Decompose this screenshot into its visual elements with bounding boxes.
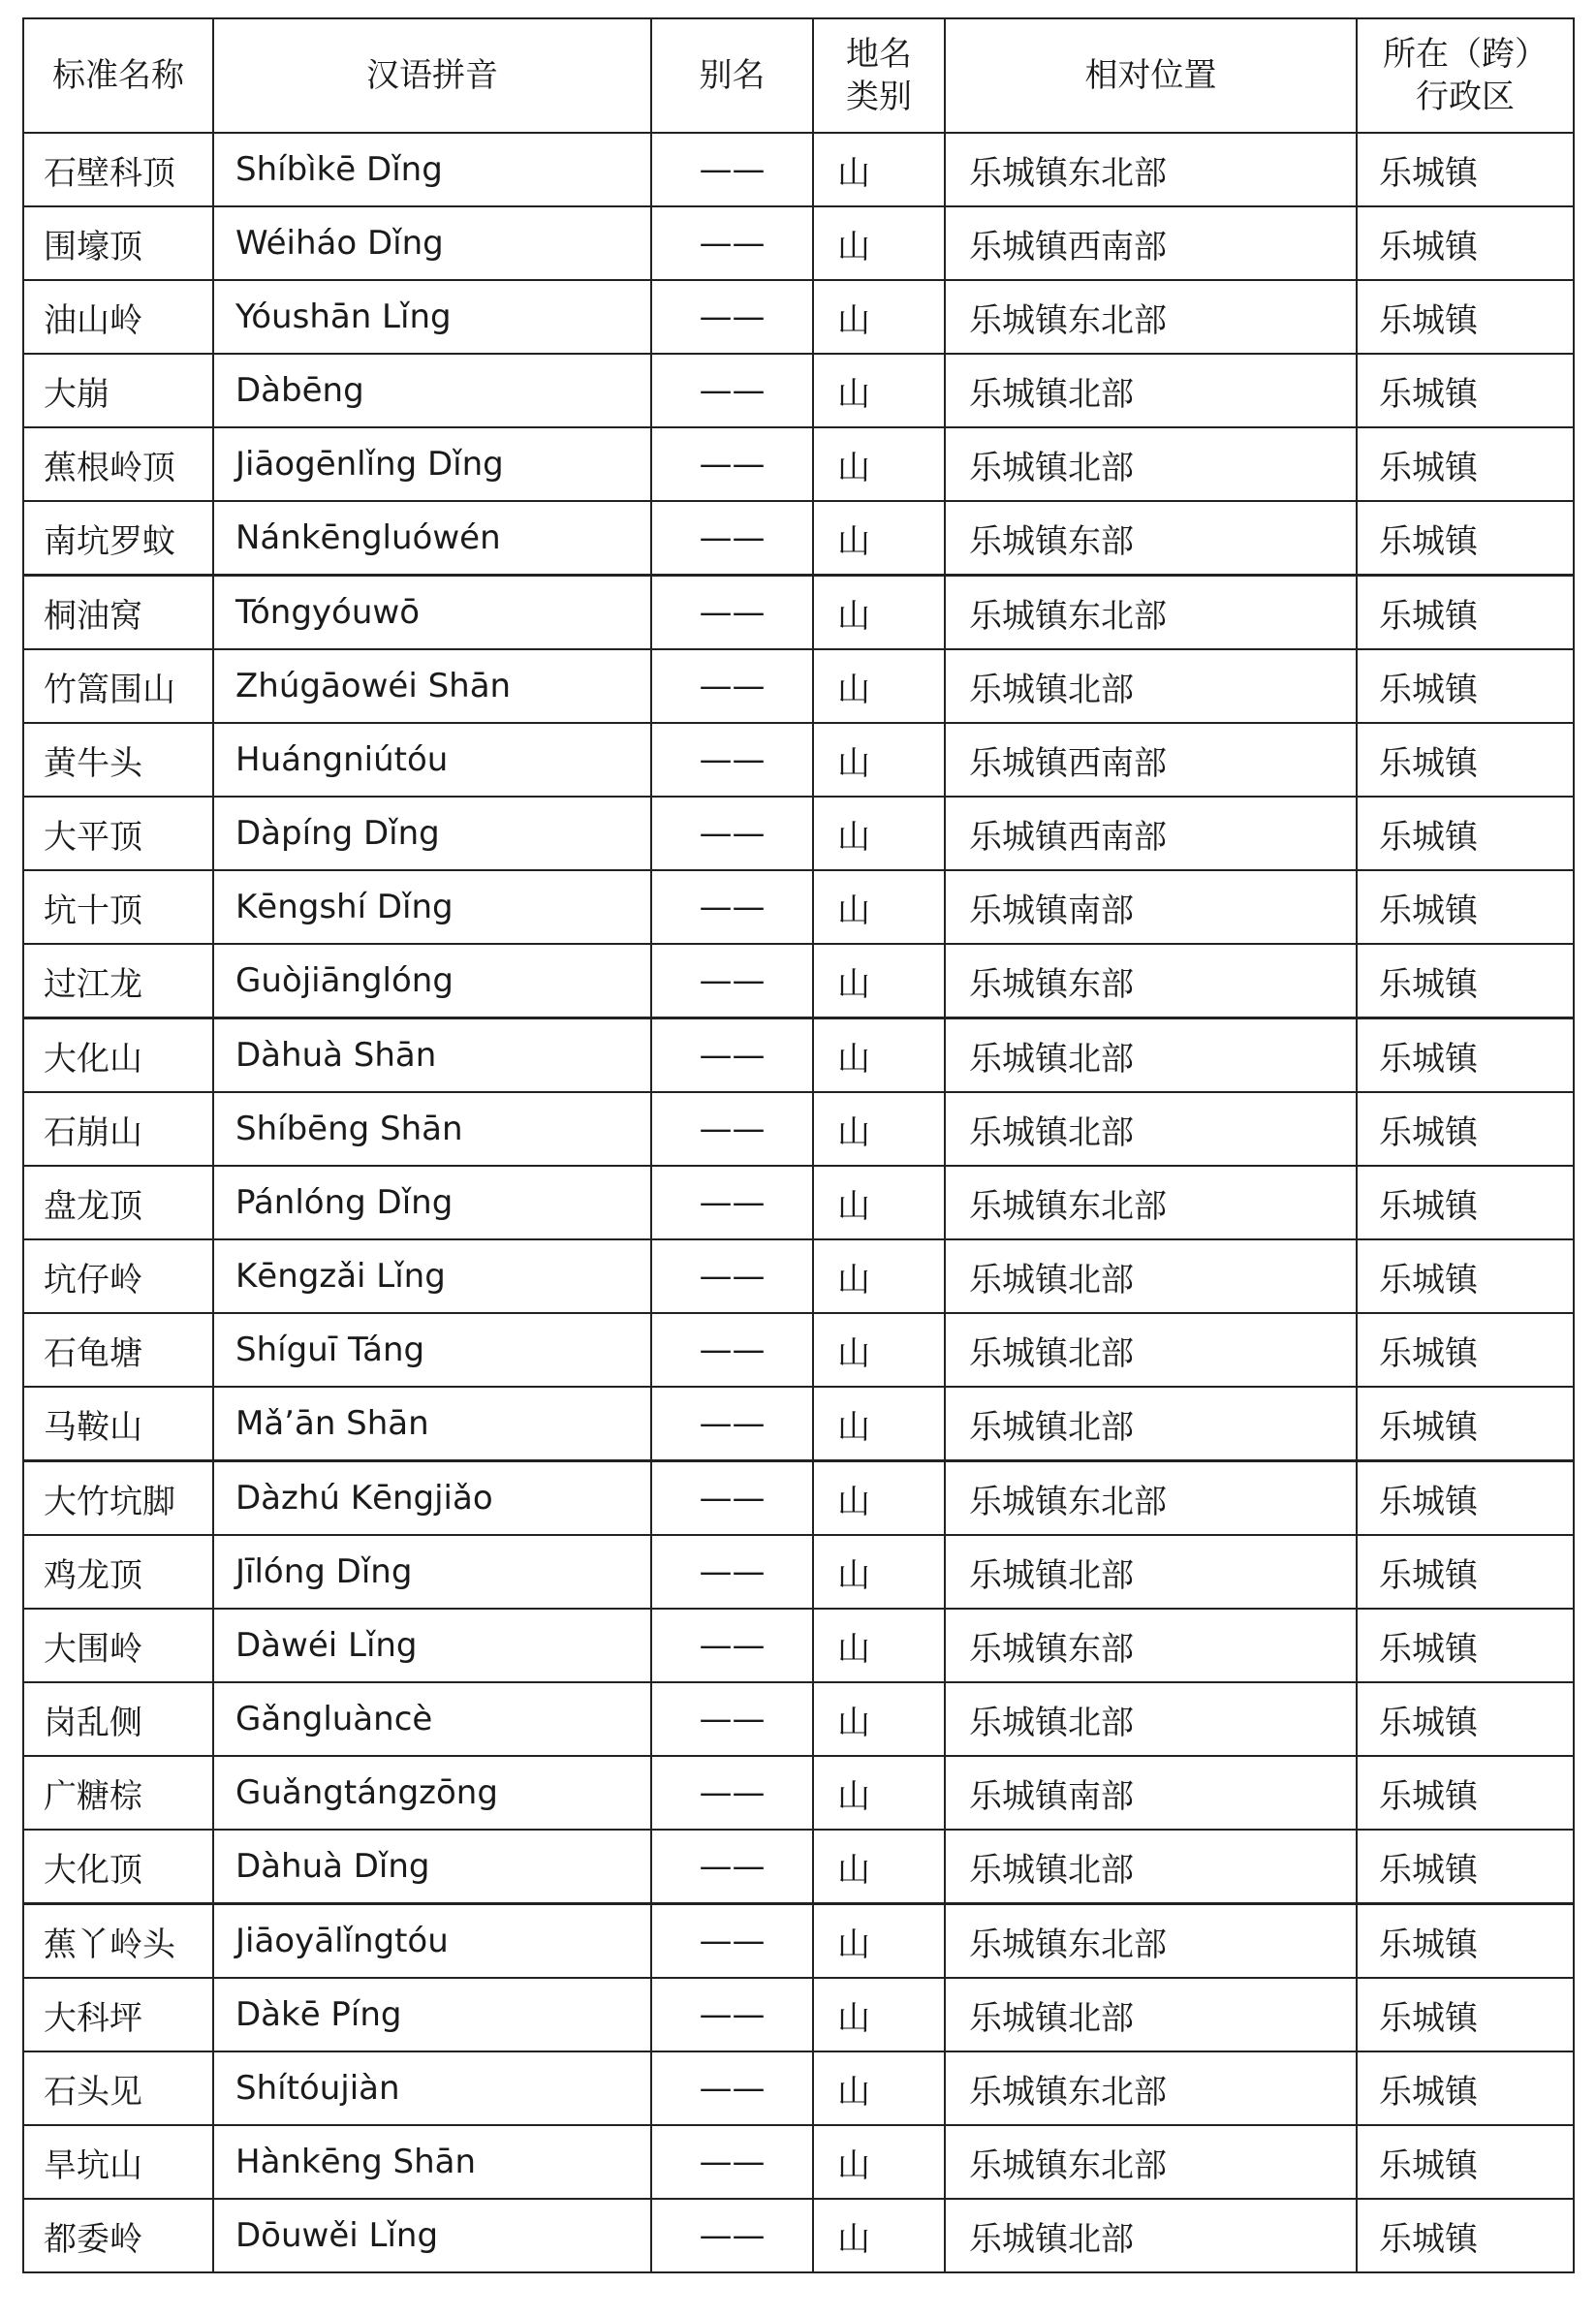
cell-relative-location: 乐城镇北部 (945, 1830, 1357, 1904)
table-row (23, 1166, 1574, 1239)
table-row (23, 501, 1574, 576)
cell-alias: —— (651, 133, 813, 206)
cell-pinyin: Zhúgāowéi Shān (213, 649, 651, 723)
cell-place-type: 山 (813, 1239, 945, 1313)
cell-place-type: 山 (813, 2051, 945, 2125)
cell-relative-location: 乐城镇东北部 (945, 2051, 1357, 2125)
cell-alias: —— (651, 1830, 813, 1904)
cell-admin-region: 乐城镇 (1357, 501, 1574, 576)
cell-relative-location: 乐城镇东北部 (945, 280, 1357, 354)
cell-pinyin: Huángniútóu (213, 723, 651, 797)
cell-relative-location: 乐城镇北部 (945, 427, 1357, 501)
cell-relative-location: 乐城镇北部 (945, 1682, 1357, 1756)
cell-pinyin: Pánlóng Dǐng (213, 1166, 651, 1239)
cell-alias: —— (651, 206, 813, 280)
table-row (23, 133, 1574, 206)
cell-pinyin: Shítóujiàn (213, 2051, 651, 2125)
cell-relative-location: 乐城镇北部 (945, 649, 1357, 723)
cell-place-type: 山 (813, 1682, 945, 1756)
table-row (23, 1978, 1574, 2051)
cell-place-type: 山 (813, 1978, 945, 2051)
table-row (23, 576, 1574, 650)
cell-relative-location: 乐城镇北部 (945, 354, 1357, 427)
cell-admin-region: 乐城镇 (1357, 1166, 1574, 1239)
cell-pinyin: Guǎngtángzōng (213, 1756, 651, 1830)
cell-standard-name: 马鞍山 (23, 1387, 213, 1461)
cell-pinyin: Dàpíng Dǐng (213, 797, 651, 870)
cell-standard-name: 大化顶 (23, 1830, 213, 1904)
cell-alias: —— (651, 1018, 813, 1093)
header-place-type (813, 18, 945, 133)
cell-alias: —— (651, 1387, 813, 1461)
cell-alias: —— (651, 1904, 813, 1979)
cell-standard-name: 石头见 (23, 2051, 213, 2125)
cell-place-type: 山 (813, 1830, 945, 1904)
table-row (23, 1461, 1574, 1536)
cell-relative-location: 乐城镇东部 (945, 501, 1357, 576)
cell-admin-region: 乐城镇 (1357, 2199, 1574, 2272)
cell-pinyin: Dàwéi Lǐng (213, 1609, 651, 1682)
table-row (23, 427, 1574, 501)
table-row (23, 1313, 1574, 1387)
table-row (23, 1756, 1574, 1830)
cell-pinyin: Kēngzǎi Lǐng (213, 1239, 651, 1313)
cell-standard-name: 盘龙顶 (23, 1166, 213, 1239)
cell-alias: —— (651, 501, 813, 576)
cell-alias: —— (651, 1461, 813, 1536)
cell-admin-region: 乐城镇 (1357, 354, 1574, 427)
cell-standard-name: 过江龙 (23, 944, 213, 1018)
cell-standard-name: 大科坪 (23, 1978, 213, 2051)
cell-admin-region: 乐城镇 (1357, 427, 1574, 501)
cell-standard-name: 竹篙围山 (23, 649, 213, 723)
cell-relative-location: 乐城镇西南部 (945, 797, 1357, 870)
cell-alias: —— (651, 1978, 813, 2051)
cell-place-type: 山 (813, 1535, 945, 1609)
cell-place-type: 山 (813, 1166, 945, 1239)
cell-relative-location: 乐城镇东北部 (945, 133, 1357, 206)
cell-pinyin: Dàhuà Shān (213, 1018, 651, 1093)
cell-relative-location: 乐城镇西南部 (945, 206, 1357, 280)
cell-admin-region: 乐城镇 (1357, 2051, 1574, 2125)
cell-admin-region: 乐城镇 (1357, 649, 1574, 723)
header-relative-location: 相对位置 (945, 18, 1357, 133)
cell-relative-location: 乐城镇东北部 (945, 576, 1357, 650)
cell-place-type: 山 (813, 1018, 945, 1093)
cell-alias: —— (651, 649, 813, 723)
cell-alias: —— (651, 354, 813, 427)
cell-relative-location: 乐城镇东北部 (945, 1461, 1357, 1536)
cell-admin-region: 乐城镇 (1357, 870, 1574, 944)
cell-standard-name: 旱坑山 (23, 2125, 213, 2199)
cell-relative-location: 乐城镇北部 (945, 1978, 1357, 2051)
cell-pinyin: Dàkē Píng (213, 1978, 651, 2051)
cell-pinyin: Wéiháo Dǐng (213, 206, 651, 280)
cell-relative-location: 乐城镇东北部 (945, 1904, 1357, 1979)
cell-relative-location: 乐城镇东北部 (945, 1166, 1357, 1239)
header-admin-region (1357, 18, 1574, 133)
cell-place-type: 山 (813, 1609, 945, 1682)
cell-admin-region: 乐城镇 (1357, 1978, 1574, 2051)
header-place-type-line1: 地名 (846, 35, 912, 74)
header-row (23, 18, 1574, 133)
cell-place-type: 山 (813, 649, 945, 723)
cell-pinyin: Jīlóng Dǐng (213, 1535, 651, 1609)
cell-standard-name: 石壁科顶 (23, 133, 213, 206)
table-row (23, 1535, 1574, 1609)
cell-admin-region: 乐城镇 (1357, 1682, 1574, 1756)
cell-place-type: 山 (813, 501, 945, 576)
header-admin-region-line1: 所在（跨） (1383, 35, 1548, 74)
cell-pinyin: Tóngyóuwō (213, 576, 651, 650)
cell-alias: —— (651, 944, 813, 1018)
place-name-table (22, 17, 1575, 2273)
cell-alias: —— (651, 2051, 813, 2125)
table-row (23, 1830, 1574, 1904)
cell-alias: —— (651, 870, 813, 944)
cell-place-type: 山 (813, 1092, 945, 1166)
cell-place-type: 山 (813, 2199, 945, 2272)
cell-standard-name: 大平顶 (23, 797, 213, 870)
cell-standard-name: 黄牛头 (23, 723, 213, 797)
table-row (23, 1904, 1574, 1979)
cell-admin-region: 乐城镇 (1357, 1756, 1574, 1830)
table-row (23, 1239, 1574, 1313)
table-row (23, 2051, 1574, 2125)
cell-place-type: 山 (813, 797, 945, 870)
cell-standard-name: 岗乱侧 (23, 1682, 213, 1756)
cell-standard-name: 坑仔岭 (23, 1239, 213, 1313)
cell-relative-location: 乐城镇东部 (945, 944, 1357, 1018)
cell-admin-region: 乐城镇 (1357, 1609, 1574, 1682)
header-alias: 别名 (651, 18, 813, 133)
cell-pinyin: Jiāogēnlǐng Dǐng (213, 427, 651, 501)
cell-standard-name: 坑十顶 (23, 870, 213, 944)
cell-alias: —— (651, 1313, 813, 1387)
cell-relative-location: 乐城镇北部 (945, 1535, 1357, 1609)
cell-standard-name: 蕉根岭顶 (23, 427, 213, 501)
cell-pinyin: Jiāoyālǐngtóu (213, 1904, 651, 1979)
cell-relative-location: 乐城镇西南部 (945, 723, 1357, 797)
cell-alias: —— (651, 1682, 813, 1756)
table-row (23, 870, 1574, 944)
cell-alias: —— (651, 1092, 813, 1166)
cell-alias: —— (651, 2199, 813, 2272)
cell-admin-region: 乐城镇 (1357, 1313, 1574, 1387)
table-row (23, 1018, 1574, 1093)
cell-place-type: 山 (813, 427, 945, 501)
cell-pinyin: Gǎngluàncè (213, 1682, 651, 1756)
cell-relative-location: 乐城镇北部 (945, 1313, 1357, 1387)
cell-pinyin: Shíguī Táng (213, 1313, 651, 1387)
cell-admin-region: 乐城镇 (1357, 1387, 1574, 1461)
table-row (23, 1609, 1574, 1682)
cell-pinyin: Dàhuà Dǐng (213, 1830, 651, 1904)
cell-place-type: 山 (813, 133, 945, 206)
cell-place-type: 山 (813, 944, 945, 1018)
cell-standard-name: 广糖棕 (23, 1756, 213, 1830)
table-row (23, 723, 1574, 797)
cell-pinyin: Mǎ’ān Shān (213, 1387, 651, 1461)
header-standard-name: 标准名称 (23, 18, 213, 133)
cell-admin-region: 乐城镇 (1357, 944, 1574, 1018)
cell-alias: —— (651, 280, 813, 354)
cell-relative-location: 乐城镇南部 (945, 870, 1357, 944)
cell-pinyin: Dōuwěi Lǐng (213, 2199, 651, 2272)
cell-pinyin: Yóushān Lǐng (213, 280, 651, 354)
cell-alias: —— (651, 1609, 813, 1682)
cell-standard-name: 油山岭 (23, 280, 213, 354)
cell-standard-name: 鸡龙顶 (23, 1535, 213, 1609)
table-row (23, 649, 1574, 723)
table-body (23, 133, 1574, 2272)
cell-pinyin: Shíbēng Shān (213, 1092, 651, 1166)
cell-pinyin: Kēngshí Dǐng (213, 870, 651, 944)
table-row (23, 797, 1574, 870)
cell-alias: —— (651, 427, 813, 501)
cell-standard-name: 石崩山 (23, 1092, 213, 1166)
cell-standard-name: 大围岭 (23, 1609, 213, 1682)
cell-admin-region: 乐城镇 (1357, 1535, 1574, 1609)
cell-pinyin: Dàbēng (213, 354, 651, 427)
cell-standard-name: 大崩 (23, 354, 213, 427)
cell-alias: —— (651, 797, 813, 870)
table-row (23, 1682, 1574, 1756)
cell-place-type: 山 (813, 1756, 945, 1830)
cell-place-type: 山 (813, 1313, 945, 1387)
cell-admin-region: 乐城镇 (1357, 576, 1574, 650)
cell-alias: —— (651, 1535, 813, 1609)
cell-standard-name: 都委岭 (23, 2199, 213, 2272)
cell-alias: —— (651, 1166, 813, 1239)
cell-standard-name: 蕉丫岭头 (23, 1904, 213, 1979)
cell-place-type: 山 (813, 870, 945, 944)
cell-place-type: 山 (813, 280, 945, 354)
cell-place-type: 山 (813, 2125, 945, 2199)
cell-relative-location: 乐城镇北部 (945, 1239, 1357, 1313)
header-pinyin: 汉语拼音 (213, 18, 651, 133)
cell-admin-region: 乐城镇 (1357, 1461, 1574, 1536)
cell-place-type: 山 (813, 206, 945, 280)
cell-place-type: 山 (813, 1461, 945, 1536)
header-place-type-line2: 类别 (846, 78, 912, 116)
cell-standard-name: 围壕顶 (23, 206, 213, 280)
cell-standard-name: 石龟塘 (23, 1313, 213, 1387)
cell-admin-region: 乐城镇 (1357, 1018, 1574, 1093)
cell-admin-region: 乐城镇 (1357, 1239, 1574, 1313)
cell-admin-region: 乐城镇 (1357, 2125, 1574, 2199)
cell-relative-location: 乐城镇东北部 (945, 2125, 1357, 2199)
cell-standard-name: 大化山 (23, 1018, 213, 1093)
cell-relative-location: 乐城镇北部 (945, 1092, 1357, 1166)
cell-pinyin: Guòjiānglóng (213, 944, 651, 1018)
cell-alias: —— (651, 576, 813, 650)
cell-alias: —— (651, 2125, 813, 2199)
table-row (23, 206, 1574, 280)
table-row (23, 944, 1574, 1018)
cell-pinyin: Hànkēng Shān (213, 2125, 651, 2199)
cell-place-type: 山 (813, 723, 945, 797)
cell-admin-region: 乐城镇 (1357, 723, 1574, 797)
cell-pinyin: Nánkēngluówén (213, 501, 651, 576)
table-row (23, 354, 1574, 427)
cell-place-type: 山 (813, 576, 945, 650)
table-row (23, 1387, 1574, 1461)
cell-alias: —— (651, 723, 813, 797)
cell-place-type: 山 (813, 1387, 945, 1461)
cell-relative-location: 乐城镇北部 (945, 2199, 1357, 2272)
cell-alias: —— (651, 1239, 813, 1313)
cell-place-type: 山 (813, 1904, 945, 1979)
cell-admin-region: 乐城镇 (1357, 133, 1574, 206)
cell-alias: —— (651, 1756, 813, 1830)
header-admin-region-line2: 行政区 (1416, 78, 1515, 116)
cell-admin-region: 乐城镇 (1357, 1904, 1574, 1979)
cell-pinyin: Dàzhú Kēngjiǎo (213, 1461, 651, 1536)
cell-place-type: 山 (813, 354, 945, 427)
cell-standard-name: 桐油窝 (23, 576, 213, 650)
cell-admin-region: 乐城镇 (1357, 1830, 1574, 1904)
cell-standard-name: 大竹坑脚 (23, 1461, 213, 1536)
cell-relative-location: 乐城镇北部 (945, 1387, 1357, 1461)
cell-standard-name: 南坑罗蚊 (23, 501, 213, 576)
cell-pinyin: Shíbìkē Dǐng (213, 133, 651, 206)
cell-relative-location: 乐城镇东部 (945, 1609, 1357, 1682)
table-row (23, 280, 1574, 354)
table-row (23, 1092, 1574, 1166)
cell-admin-region: 乐城镇 (1357, 206, 1574, 280)
cell-relative-location: 乐城镇南部 (945, 1756, 1357, 1830)
cell-admin-region: 乐城镇 (1357, 797, 1574, 870)
cell-relative-location: 乐城镇北部 (945, 1018, 1357, 1093)
cell-admin-region: 乐城镇 (1357, 280, 1574, 354)
cell-admin-region: 乐城镇 (1357, 1092, 1574, 1166)
table-row (23, 2125, 1574, 2199)
table-row (23, 2199, 1574, 2272)
